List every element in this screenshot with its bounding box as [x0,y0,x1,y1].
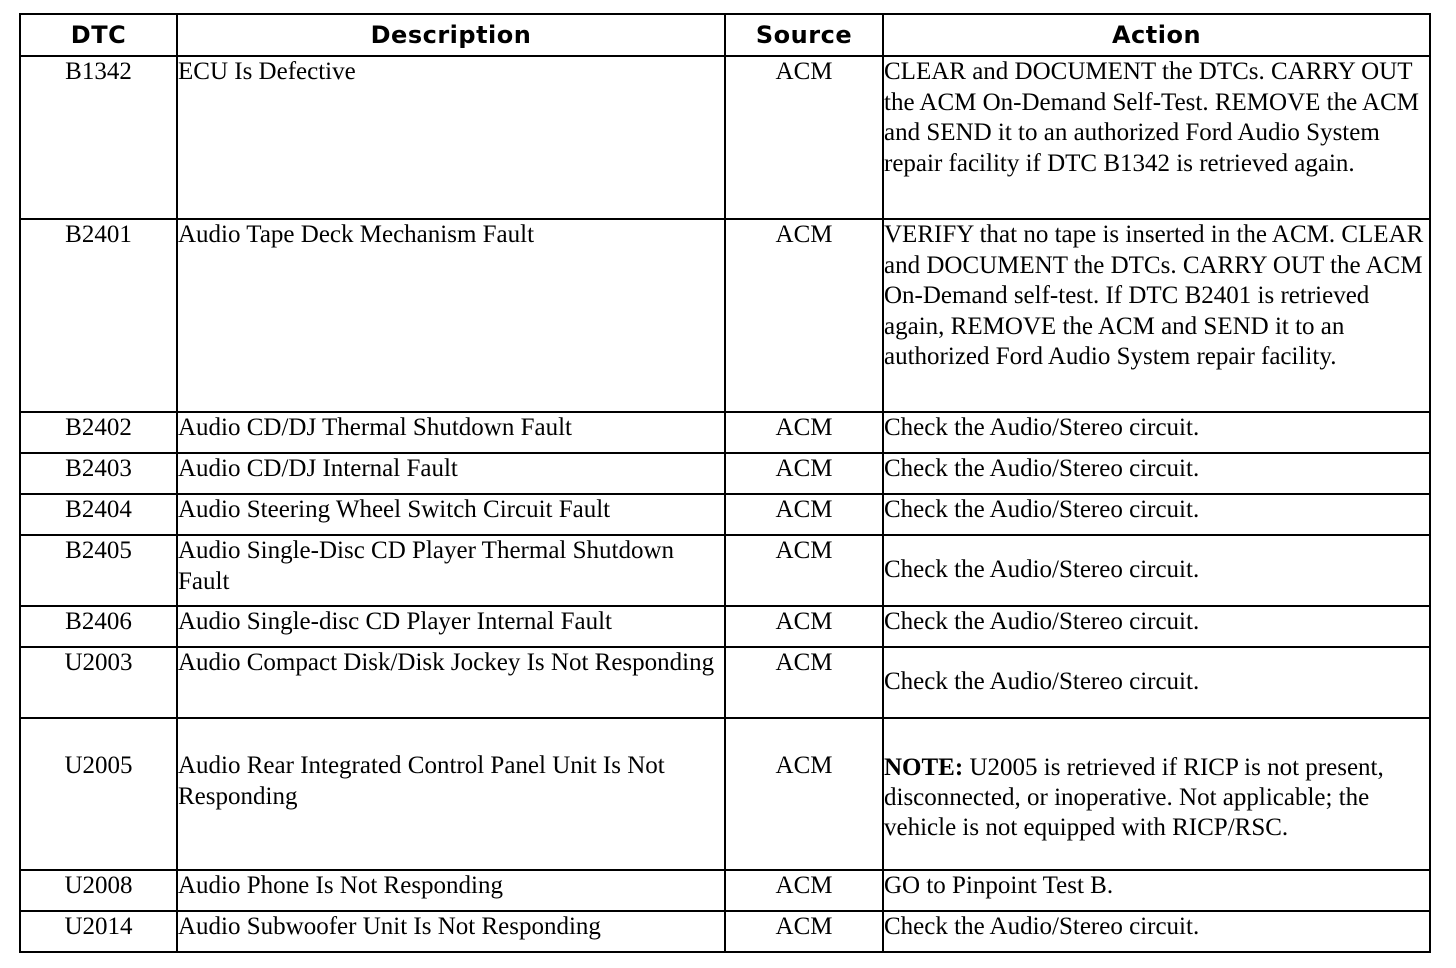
table-row [20,718,1430,870]
description-cell: Audio Steering Wheel Switch Circuit Fault [177,494,725,535]
action-cell: GO to Pinpoint Test B. [883,870,1430,911]
source-cell: ACM [725,647,883,718]
description-cell: Audio Tape Deck Mechanism Fault [177,219,725,412]
source-cell: ACM [725,453,883,494]
description-cell: Audio Single-Disc CD Player Thermal Shutdown Fault [177,535,725,606]
source-cell: ACM [725,718,883,870]
table-row [20,647,1430,718]
table-row [20,911,1430,952]
dtc-code-cell: U2014 [20,911,177,952]
source-cell: ACM [725,56,883,219]
source-cell: ACM [725,606,883,647]
dtc-code-cell: U2008 [20,870,177,911]
table-row [20,412,1430,453]
header-dtc: DTC [20,14,177,56]
source-cell: ACM [725,870,883,911]
table-header-row [20,14,1430,56]
action-cell: VERIFY that no tape is inserted in the ACM. CLEAR and DOCUMENT the DTCs. CARRY OUT the ACM On-Demand self-test. If DTC B2401 is retrieved again, REMOVE the ACM and SEND it to an authorized Ford Audio System repair facility. [883,219,1430,412]
action-cell [883,718,1430,870]
header-action: Action [883,14,1430,56]
dtc-code-cell: U2005 [20,718,177,870]
description-cell: ECU Is Defective [177,56,725,219]
table-row [20,219,1430,412]
table-row [20,606,1430,647]
action-cell: Check the Audio/Stereo circuit. [883,606,1430,647]
table-row [20,56,1430,219]
source-cell: ACM [725,911,883,952]
description-cell: Audio Single-disc CD Player Internal Fault [177,606,725,647]
action-cell: Check the Audio/Stereo circuit. [883,494,1430,535]
dtc-code-cell: B2406 [20,606,177,647]
description-cell: Audio Subwoofer Unit Is Not Responding [177,911,725,952]
table-row [20,494,1430,535]
source-cell: ACM [725,219,883,412]
header-source: Source [725,14,883,56]
description-cell: Audio CD/DJ Internal Fault [177,453,725,494]
dtc-code-cell: B2404 [20,494,177,535]
dtc-code-cell: B2405 [20,535,177,606]
action-cell: Check the Audio/Stereo circuit. [883,412,1430,453]
dtc-code-cell: B2401 [20,219,177,412]
dtc-code-cell: B1342 [20,56,177,219]
source-cell: ACM [725,494,883,535]
dtc-code-cell: B2402 [20,412,177,453]
action-cell: Check the Audio/Stereo circuit. [883,453,1430,494]
action-cell: Check the Audio/Stereo circuit. [883,535,1430,606]
action-cell: Check the Audio/Stereo circuit. [883,647,1430,718]
table-row [20,453,1430,494]
header-description: Description [177,14,725,56]
dtc-table [19,13,1431,953]
dtc-code-cell: U2003 [20,647,177,718]
description-cell: Audio Rear Integrated Control Panel Unit Is Not Responding [177,718,725,870]
dtc-code-cell: B2403 [20,453,177,494]
note-text: U2005 is retrieved if RICP is not present, disconnected, or inoperative. Not applicable; the vehicle is not equipped with RICP/RSC. [884,754,1384,841]
note-label: NOTE: [884,754,964,781]
description-cell: Audio CD/DJ Thermal Shutdown Fault [177,412,725,453]
description-cell: Audio Compact Disk/Disk Jockey Is Not Responding [177,647,725,718]
description-cell: Audio Phone Is Not Responding [177,870,725,911]
action-cell: CLEAR and DOCUMENT the DTCs. CARRY OUT the ACM On-Demand Self-Test. REMOVE the ACM and SEND it to an authorized Ford Audio System repair facility if DTC B1342 is retrieved again. [883,56,1430,219]
source-cell: ACM [725,535,883,606]
table-row [20,535,1430,606]
source-cell: ACM [725,412,883,453]
table-row [20,870,1430,911]
action-cell: Check the Audio/Stereo circuit. [883,911,1430,952]
